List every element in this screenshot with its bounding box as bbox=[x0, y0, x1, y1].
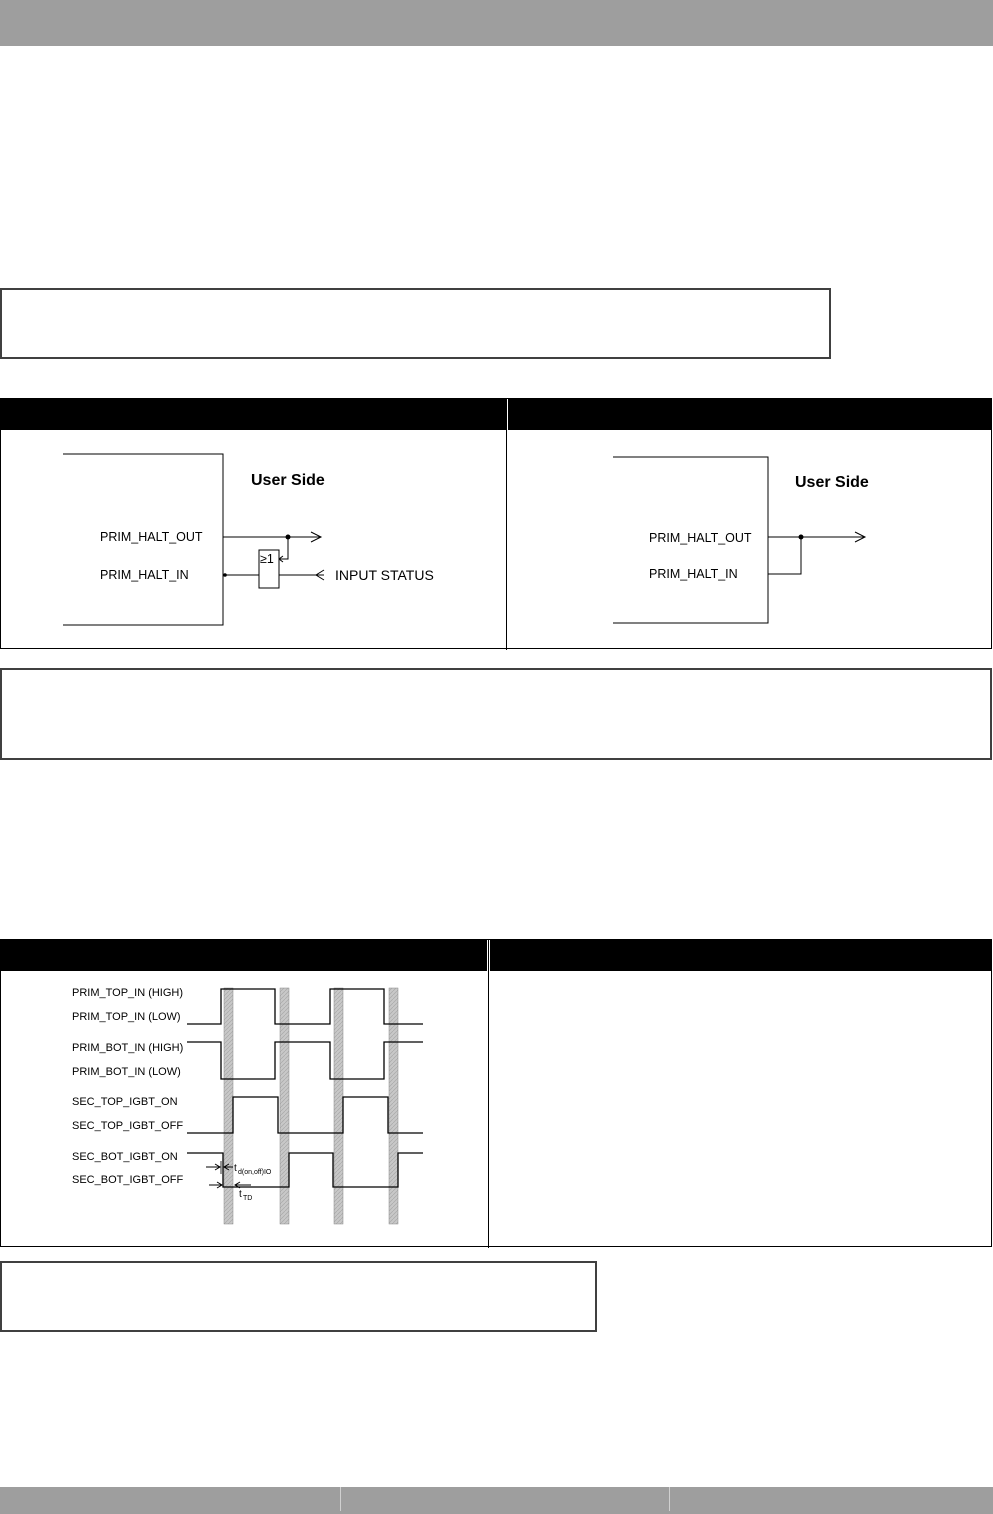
user-side-label-left: User Side bbox=[251, 472, 325, 489]
halt-out-label-right: PRIM_HALT_OUT bbox=[649, 531, 752, 545]
figure-header-right bbox=[508, 399, 992, 430]
or-gate-label: ≥1 bbox=[260, 552, 274, 566]
footer-separator bbox=[340, 1487, 341, 1511]
waveform-sec-top bbox=[187, 1097, 423, 1133]
note-box-2 bbox=[0, 668, 992, 760]
timing-header-left bbox=[1, 940, 487, 971]
timing-diagram bbox=[1, 971, 487, 1246]
signal-label: PRIM_BOT_IN (LOW) bbox=[72, 1066, 181, 1078]
figure-panel-halt bbox=[0, 398, 992, 649]
halt-diagram-right bbox=[507, 430, 992, 648]
halt-diagram-left bbox=[1, 430, 506, 648]
waveform-prim-bot bbox=[187, 1042, 423, 1079]
t-td-subscript: TD bbox=[243, 1195, 253, 1202]
signal-label: SEC_BOT_IGBT_OFF bbox=[72, 1174, 184, 1186]
timing-header-right bbox=[490, 940, 992, 971]
signal-label: SEC_TOP_IGBT_ON bbox=[72, 1096, 178, 1108]
signal-label: SEC_TOP_IGBT_OFF bbox=[72, 1120, 184, 1132]
t-delay-label: t bbox=[234, 1163, 237, 1174]
waveform-prim-top bbox=[187, 989, 423, 1024]
halt-out-label-left: PRIM_HALT_OUT bbox=[100, 530, 203, 544]
user-side-label-right: User Side bbox=[795, 474, 869, 491]
signal-label: PRIM_BOT_IN (HIGH) bbox=[72, 1042, 184, 1054]
figure-header-left bbox=[1, 399, 506, 430]
page-footer-bar bbox=[0, 1487, 993, 1514]
t-delay-subscript: d(on,off)IO bbox=[238, 1169, 272, 1176]
signal-label: PRIM_TOP_IN (HIGH) bbox=[72, 987, 184, 999]
input-status-label: INPUT STATUS bbox=[335, 567, 434, 583]
page-header-bar bbox=[0, 0, 993, 46]
signal-label: PRIM_TOP_IN (LOW) bbox=[72, 1011, 181, 1023]
t-td-label: t bbox=[239, 1189, 242, 1200]
timing-panel-divider bbox=[488, 940, 489, 1248]
note-box-3 bbox=[0, 1261, 597, 1332]
halt-in-label-right: PRIM_HALT_IN bbox=[649, 567, 738, 581]
waveform-sec-bot bbox=[187, 1153, 423, 1187]
note-box-1 bbox=[0, 288, 831, 359]
footer-separator bbox=[669, 1487, 670, 1511]
halt-in-label-left: PRIM_HALT_IN bbox=[100, 568, 189, 582]
signal-label: SEC_BOT_IGBT_ON bbox=[72, 1151, 178, 1163]
figure-panel-timing bbox=[0, 939, 992, 1247]
